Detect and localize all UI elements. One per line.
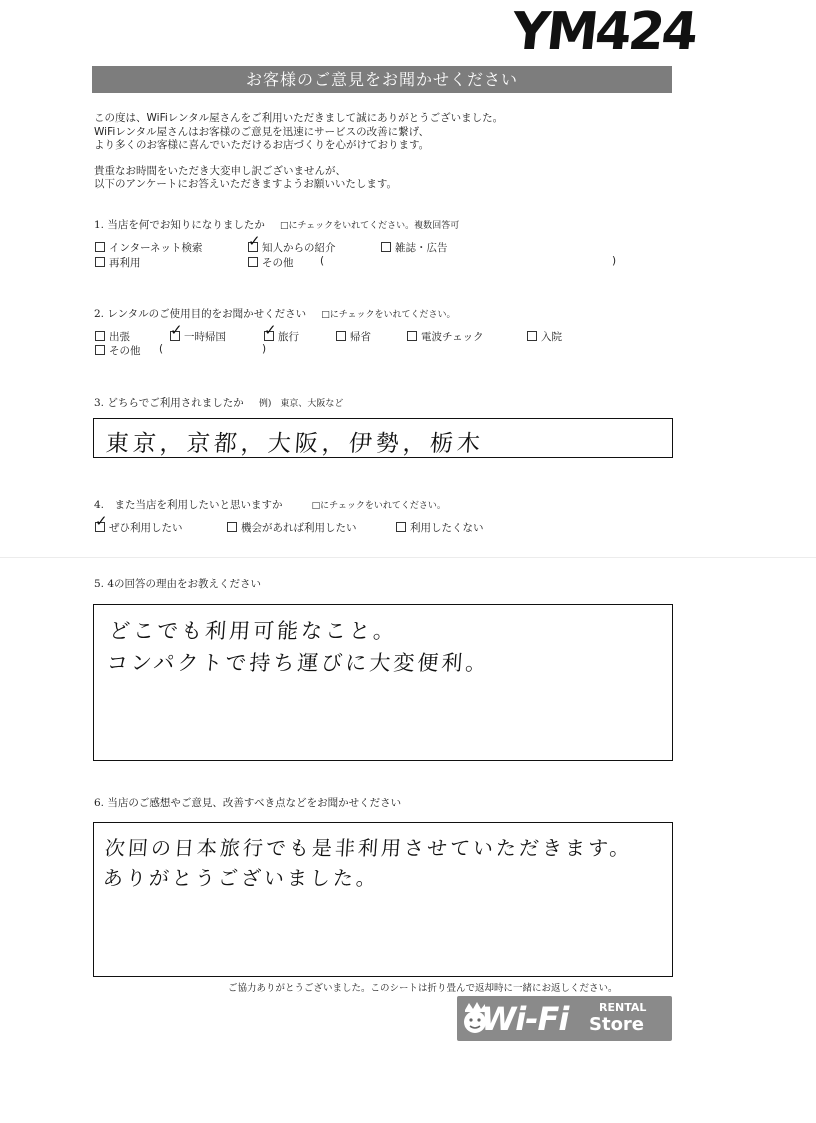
checkbox[interactable] <box>95 242 105 252</box>
logo-wifi-text: Wi-Fi <box>481 1000 569 1038</box>
q1-option-other[interactable]: その他 <box>248 255 294 270</box>
q2-option-business[interactable]: 出張 <box>95 329 130 344</box>
q1-heading <box>94 213 459 232</box>
intro-paragraph-1: この度は、WiFiレンタル屋さんをご利用いただきまして誠にありがとうございました。 WiFiレンタル屋さんはお客様のご意見を迅速にサービスの改善に繋げ、 より多くのお客様に喜んでいただけるお店づくりを心がけております。 <box>94 112 504 151</box>
q5-answer-box[interactable] <box>93 604 673 761</box>
q1-note: □にチェックをいれてください。複数回答可 <box>279 221 460 231</box>
q2-option-hospital[interactable]: 入院 <box>527 329 562 344</box>
q2-title: 2. レンタルのご使用目的をお聞かせください <box>94 308 307 320</box>
check-mark-icon: ✓ <box>170 321 183 339</box>
q2-other-paren-open: ( <box>159 343 164 355</box>
q3-answer-text: 東京，京都，大阪，伊勢，栃木 <box>104 431 485 457</box>
q4-note: □にチェックをいれてください。 <box>311 501 446 511</box>
q3-heading <box>94 391 343 410</box>
checkbox[interactable] <box>264 321 277 341</box>
q1-option-magazine[interactable]: 雑誌・広告 <box>381 240 448 255</box>
q2-option-other[interactable]: その他 <box>95 343 141 358</box>
q3-title: 3. どちらでご利用されましたか <box>94 397 244 409</box>
intro-paragraph-2: 貴重なお時間をいただき大変申し訳ございませんが、 以下のアンケートにお答えいただきますようお願いいたします。 <box>94 164 398 190</box>
form-title-banner: お客様のご意見をお聞かせください <box>92 66 672 93</box>
checkbox[interactable] <box>248 257 258 267</box>
q1-other-paren-close: ) <box>612 255 617 267</box>
q2-option-signal-check[interactable]: 電波チェック <box>407 329 484 344</box>
scan-divider <box>0 557 816 558</box>
q6-answer-text: 次回の日本旅行でも是非利用させていただきます。 ありがとうございました。 <box>102 836 634 890</box>
q4-option-definitely[interactable]: ✓ ぜひ利用したい <box>95 512 183 534</box>
wifi-rental-store-logo <box>457 996 672 1041</box>
logo-store-text: Store <box>589 1014 645 1035</box>
q5-title: 5. 4の回答の理由をお教えください <box>94 578 262 590</box>
checkbox[interactable] <box>396 522 406 532</box>
footer-note: ご協力ありがとうございました。このシートは折り畳んで返却時に一緒にお返しください。 <box>228 983 618 994</box>
q2-option-travel[interactable]: ✓ 旅行 <box>264 321 299 343</box>
checkbox[interactable] <box>527 331 537 341</box>
checkbox[interactable] <box>227 522 237 532</box>
q2-note: □にチェックをいれてください。 <box>321 310 456 320</box>
q4-heading <box>94 493 446 512</box>
q2-option-visit-home[interactable]: 帰省 <box>336 329 371 344</box>
q5-answer-text: どこでも利用可能なこと。 コンパクトで持ち運びに大変便利。 <box>106 619 491 675</box>
checkbox[interactable] <box>95 331 105 341</box>
q4-option-no[interactable]: 利用したくない <box>396 520 484 535</box>
q2-heading <box>94 302 456 321</box>
q1-option-internet[interactable]: インターネット検索 <box>95 240 203 255</box>
check-mark-icon: ✓ <box>95 512 108 530</box>
q6-answer-box[interactable] <box>93 822 673 977</box>
check-mark-icon: ✓ <box>248 232 261 250</box>
logo-rental-text: RENTAL <box>599 1001 647 1014</box>
check-mark-icon: ✓ <box>264 321 277 339</box>
checkbox[interactable] <box>336 331 346 341</box>
checkbox[interactable] <box>95 257 105 267</box>
q2-option-homecoming[interactable]: ✓ 一時帰国 <box>170 321 226 343</box>
handwritten-serial-number: YM424 <box>508 2 699 62</box>
q3-answer-box[interactable] <box>93 418 673 458</box>
q1-other-paren-open: ( <box>320 255 325 267</box>
checkbox[interactable] <box>170 321 183 341</box>
q2-other-paren-close: ) <box>262 343 267 355</box>
checkbox[interactable] <box>95 345 105 355</box>
checkbox[interactable] <box>95 512 108 532</box>
q3-example: 例) 東京、大阪など <box>258 399 344 409</box>
q1-option-referral[interactable]: ✓ 知人からの紹介 <box>248 232 336 254</box>
q1-option-reuse[interactable]: 再利用 <box>95 255 141 270</box>
q4-title: 4. また当店を利用したいと思いますか <box>94 499 283 511</box>
checkbox[interactable] <box>381 242 391 252</box>
q6-title: 6. 当店のご感想やご意見、改善すべき点などをお聞かせください <box>94 797 402 809</box>
q1-title: 1. 当店を何でお知りになりましたか <box>94 219 265 231</box>
checkbox[interactable] <box>248 232 261 252</box>
intro-text <box>94 112 694 204</box>
checkbox[interactable] <box>407 331 417 341</box>
q4-option-if-chance[interactable]: 機会があれば利用したい <box>227 520 357 535</box>
